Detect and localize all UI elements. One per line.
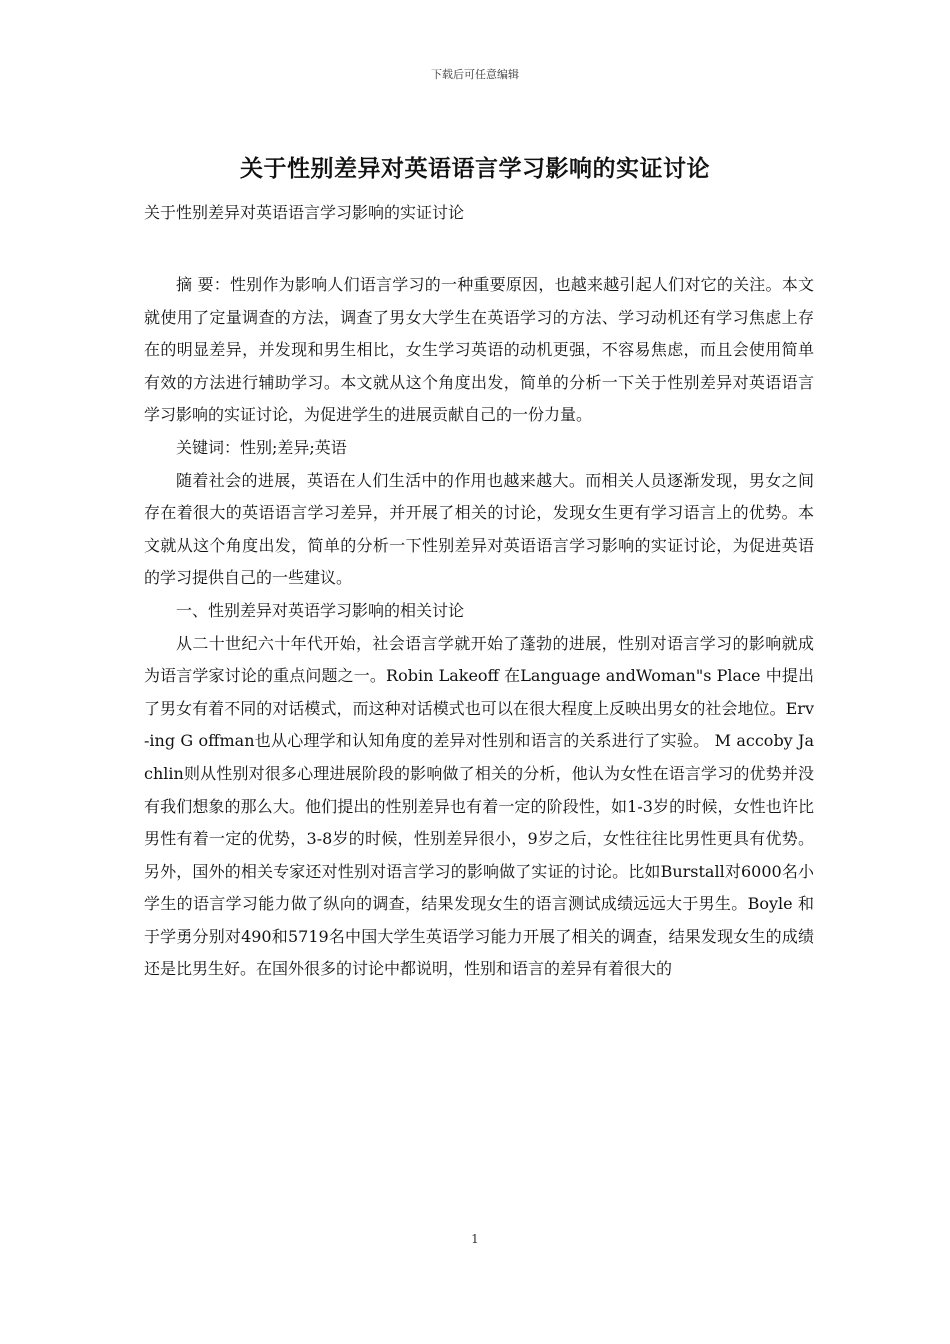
abstract-paragraph: 摘 要：性别作为影响人们语言学习的一种重要原因，也越来越引起人们对它的关注。本文就使用了定量调查的方法，调查了男女大学生在英语学习的方法、学习动机还有学习焦虑上存在的明显差异，并发现和男生相比，女生学习英语的动机更强，不容易焦虑，而且会使用简单有效的方法进行辅助学习。本文就从这个角度出发，简单的分析一下关于性别差异对英语语言学习影响的实证讨论，为促进学生的进展贡献自己的一份力量。 — [144, 275, 814, 425]
document-subtitle: 关于性别差异对英语语言学习影响的实证讨论 — [144, 203, 465, 222]
document-title: 关于性别差异对英语语言学习影响的实证讨论 — [240, 155, 710, 182]
page-number: 1 — [471, 1232, 479, 1246]
section-heading: 一、性别差异对英语学习影响的相关讨论 — [176, 600, 465, 620]
document-body — [144, 269, 814, 986]
intro-paragraph: 随着社会的进展，英语在人们生活中的作用也越来越大。而相关人员逐渐发现，男女之间存在着很大的英语语言学习差异，并开展了相关的讨论，发现女生更有学习语言上的优势。本文就从这个角度出发，简单的分析一下性别差异对英语语言学习影响的实证讨论，为促进英语的学习提供自己的一些建议。 — [144, 470, 814, 588]
page-header: 下载后可任意编辑 — [431, 68, 519, 81]
section-paragraph: 从二十世纪六十年代开始，社会语言学就开始了蓬勃的进展，性别对语言学习的影响就成为语言学家讨论的重点问题之一。Robin Lakeoff 在Language andWoman"s Place 中提出了男女有着不同的对话模式，而这种对话模式也可以在很大程度上反映出男女的社会地位。Erv-ing G offman也从心理学和认知角度的差异对性别和语言的关系进行了实验。 M accoby Jachlin则从性别对很多心理进展阶段的影响做了相关的分析，他认为女性在语言学习的优势并没有我们想象的那么大。他们提出的性别差异也有着一定的阶段性，如1-3岁的时候，女性也许比男性有着一定的优势，3-8岁的时候，性别差异很小，9岁之后，女性往往比男性更具有优势。另外，国外的相关专家还对性别对语言学习的影响做了实证的讨论。比如Burstall对6000名小学生的语言学习能力做了纵向的调查，结果发现女生的语言测试成绩远远大于男生。Boyle 和于学勇分别对490和5719名中国大学生英语学习能力开展了相关的调查，结果发现女生的成绩还是比男生好。在国外很多的讨论中都说明，性别和语言的差异有着很大的 — [144, 633, 814, 979]
keywords-paragraph: 关键词：性别;差异;英语 — [176, 437, 347, 457]
